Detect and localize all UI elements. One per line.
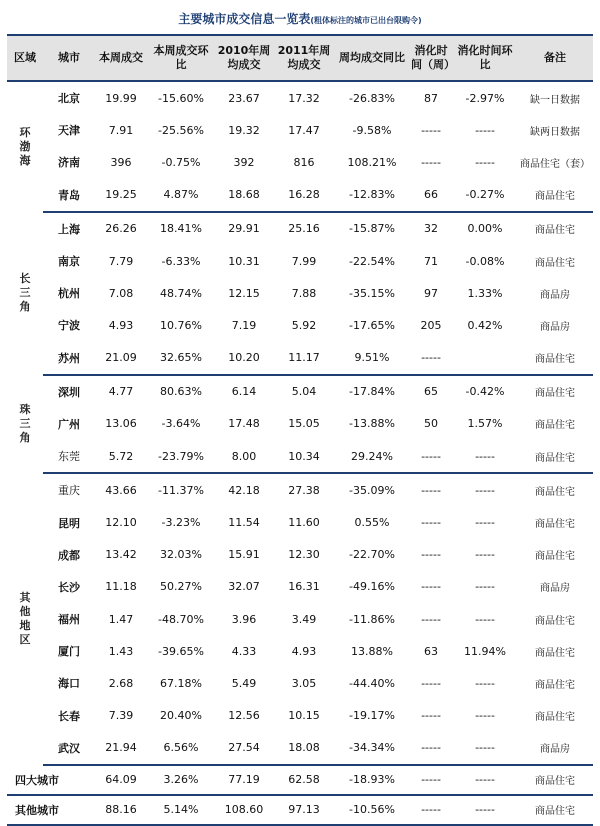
cell-remark: 商品房 <box>540 289 570 301</box>
table-row <box>7 473 593 506</box>
cell-2010-avg: 15.91 <box>228 548 260 562</box>
header-region: 区域 <box>7 35 43 81</box>
cell-yoy: -10.56% <box>335 795 409 825</box>
cell-remark: 商品房 <box>540 583 570 595</box>
cell-yoy: -35.09% <box>349 483 395 497</box>
city-cell: 上海 <box>58 222 80 236</box>
city-cell: 武汉 <box>43 732 95 765</box>
cell-yoy: -22.70% <box>349 548 395 562</box>
cell-weekly-change: -3.23% <box>161 516 201 530</box>
cell-absorption: 66 <box>409 179 453 212</box>
cell-weekly-change: 50.27% <box>160 580 202 594</box>
cell-remark: 商品住宅 <box>517 795 593 825</box>
table-row <box>7 179 593 212</box>
cell-2010-avg: 7.19 <box>231 318 257 332</box>
cell-2011-avg: 16.31 <box>288 580 320 594</box>
cell-weekly-volume: 4.93 <box>108 318 134 332</box>
city-cell: 昆明 <box>58 516 80 530</box>
cell-weekly-volume: 7.39 <box>108 709 134 723</box>
cell-absorption: 50 <box>424 417 438 431</box>
cell-yoy: -35.15% <box>349 286 395 300</box>
city-cell: 厦门 <box>58 645 80 659</box>
cell-remark: 商品住宅 <box>535 420 575 432</box>
cell-weekly-volume: 19.99 <box>105 91 137 105</box>
cell-absorption-change <box>453 342 517 375</box>
cell-weekly-change: -6.33% <box>161 254 201 268</box>
cell-weekly-volume: 19.25 <box>95 179 147 212</box>
cell-weekly-change: 20.40% <box>160 709 202 723</box>
header-weekly-change: 本周成交环比 <box>147 35 215 81</box>
cell-remark: 商品住宅 <box>535 225 575 237</box>
cell-absorption: ----- <box>409 795 453 825</box>
cell-yoy: -17.84% <box>349 385 395 399</box>
cell-yoy: -18.93% <box>335 765 409 795</box>
cell-remark: 商品住宅 <box>535 647 575 659</box>
cell-absorption-change: ----- <box>453 795 517 825</box>
cell-yoy: -15.87% <box>349 222 395 236</box>
cell-absorption-change: ----- <box>475 709 495 723</box>
cell-2011-avg: 11.60 <box>288 516 320 530</box>
cell-2011-avg: 3.49 <box>291 612 317 626</box>
cell-absorption: 71 <box>424 254 438 268</box>
city-cell: 杭州 <box>58 287 80 301</box>
cell-weekly-volume: 2.68 <box>108 676 134 690</box>
table-row <box>7 114 593 146</box>
table-row <box>7 245 593 277</box>
table-row <box>7 539 593 571</box>
cell-2011-avg: 7.88 <box>291 286 317 300</box>
cell-absorption: ----- <box>409 765 453 795</box>
cell-2010-avg: 23.67 <box>228 91 260 105</box>
cell-absorption-change: ----- <box>475 155 495 169</box>
region-label: 珠三角 <box>19 402 31 444</box>
cell-weekly-volume: 13.42 <box>105 548 137 562</box>
cell-2010-avg: 10.31 <box>228 254 260 268</box>
city-cell: 天津 <box>58 124 80 138</box>
cell-2010-avg: 10.20 <box>215 342 273 375</box>
cell-absorption: ----- <box>421 483 441 497</box>
cell-2011-avg: 5.04 <box>291 385 317 399</box>
cell-weekly-change: 80.63% <box>160 385 202 399</box>
cell-weekly-change: 67.18% <box>160 676 202 690</box>
cell-yoy: 108.21% <box>347 155 397 169</box>
cell-absorption: ----- <box>421 580 441 594</box>
cell-absorption: ----- <box>409 440 453 473</box>
cell-yoy: -44.40% <box>349 676 395 690</box>
cell-2010-avg: 32.07 <box>228 580 260 594</box>
city-cell: 成都 <box>58 548 80 562</box>
cell-weekly-volume: 43.66 <box>105 483 137 497</box>
city-cell: 苏州 <box>43 342 95 375</box>
cell-2010-avg: 27.54 <box>215 732 273 765</box>
summary-row <box>7 795 593 825</box>
cell-2011-avg: 7.99 <box>291 254 317 268</box>
cell-2011-avg: 62.58 <box>273 765 335 795</box>
cell-2011-avg: 97.13 <box>273 795 335 825</box>
cell-absorption-change: ----- <box>453 765 517 795</box>
cell-weekly-change: 18.41% <box>160 222 202 236</box>
cell-2011-avg: 11.17 <box>273 342 335 375</box>
cell-absorption-change: ----- <box>475 612 495 626</box>
table-row <box>7 635 593 667</box>
cell-absorption-change: 1.33% <box>467 286 503 300</box>
cell-yoy: -9.58% <box>352 123 392 137</box>
cell-yoy: 9.51% <box>335 342 409 375</box>
cell-2010-avg: 5.49 <box>231 676 257 690</box>
cell-absorption: ----- <box>421 709 441 723</box>
cell-absorption: ----- <box>421 548 441 562</box>
cell-2010-avg: 3.96 <box>231 612 257 626</box>
city-cell: 重庆 <box>58 484 80 498</box>
cell-absorption-change: -2.97% <box>465 91 505 105</box>
cell-yoy: -19.17% <box>349 709 395 723</box>
cell-yoy: -17.65% <box>349 318 395 332</box>
cell-absorption-change: ----- <box>453 732 517 765</box>
cell-remark: 商品住宅 <box>535 519 575 531</box>
cell-2010-avg: 392 <box>233 155 255 169</box>
cell-absorption: 32 <box>424 222 438 236</box>
cell-2010-avg: 77.19 <box>215 765 273 795</box>
cell-absorption: ----- <box>421 612 441 626</box>
cell-2010-avg: 11.54 <box>228 516 260 530</box>
cell-yoy: -34.34% <box>335 732 409 765</box>
cell-2011-avg: 25.16 <box>288 222 320 236</box>
cell-absorption-change: ----- <box>475 580 495 594</box>
cell-weekly-volume: 396 <box>110 155 132 169</box>
cell-weekly-change: -15.60% <box>158 91 204 105</box>
cell-2010-avg: 12.56 <box>228 709 260 723</box>
table-row <box>7 571 593 603</box>
cell-weekly-change: -48.70% <box>158 612 204 626</box>
cell-absorption-change: ----- <box>475 123 495 137</box>
cell-absorption-change: 11.94% <box>464 644 506 658</box>
cell-remark: 商品住宅 <box>535 388 575 400</box>
cell-absorption: 87 <box>424 91 438 105</box>
cell-yoy: 0.55% <box>354 516 390 530</box>
summary-row <box>7 765 593 795</box>
cell-weekly-change: 32.65% <box>147 342 215 375</box>
cell-remark: 商品住宅 <box>517 342 593 375</box>
summary-label: 其他城市 <box>7 795 95 825</box>
cell-remark: 商品房 <box>517 732 593 765</box>
cell-absorption: 65 <box>424 385 438 399</box>
cell-absorption: 205 <box>420 318 442 332</box>
city-cell: 宁波 <box>58 319 80 333</box>
cell-2011-avg: 15.05 <box>288 417 320 431</box>
cell-weekly-change: -25.56% <box>158 123 204 137</box>
header-remark: 备注 <box>517 35 593 81</box>
region-label: 其他地区 <box>19 591 31 647</box>
cell-weekly-volume: 13.06 <box>105 417 137 431</box>
title-note: (粗体标注的城市已出台限购令) <box>310 16 422 25</box>
cell-remark: 商品房 <box>540 321 570 333</box>
cell-weekly-volume: 21.94 <box>95 732 147 765</box>
table-row <box>7 146 593 178</box>
cell-weekly-volume: 4.77 <box>108 385 134 399</box>
cell-remark: 商品住宅 <box>535 615 575 627</box>
cell-2011-avg: 16.28 <box>273 179 335 212</box>
table-row <box>7 603 593 635</box>
cell-2011-avg: 12.30 <box>288 548 320 562</box>
cell-weekly-volume: 7.79 <box>108 254 134 268</box>
cell-weekly-change: -0.75% <box>161 155 201 169</box>
cell-yoy: -26.83% <box>349 91 395 105</box>
cell-2010-avg: 12.15 <box>228 286 260 300</box>
cell-2011-avg: 816 <box>293 155 315 169</box>
city-cell: 长沙 <box>58 580 80 594</box>
cell-weekly-volume: 11.18 <box>105 580 137 594</box>
cell-weekly-volume: 88.16 <box>95 795 147 825</box>
cell-2010-avg: 17.48 <box>228 417 260 431</box>
cell-weekly-volume: 5.72 <box>95 440 147 473</box>
table-row <box>7 732 593 765</box>
cell-yoy: -11.86% <box>349 612 395 626</box>
cell-remark: 商品住宅 <box>517 765 593 795</box>
region-cell <box>7 375 43 474</box>
region-label: 长三角 <box>19 272 31 314</box>
cell-weekly-change: -3.64% <box>161 417 201 431</box>
cell-2011-avg: 17.32 <box>288 91 320 105</box>
cell-remark: 缺两日数据 <box>530 126 580 138</box>
table-row <box>7 667 593 699</box>
cell-remark: 商品住宅（套） <box>520 158 590 170</box>
cell-absorption: ----- <box>409 342 453 375</box>
cell-absorption: ----- <box>421 676 441 690</box>
cell-weekly-change: 6.56% <box>147 732 215 765</box>
table-row <box>7 212 593 245</box>
header-2011-avg: 2011年周均成交 <box>273 35 335 81</box>
city-cell: 济南 <box>58 156 80 170</box>
cell-yoy: 13.88% <box>351 644 393 658</box>
cell-2010-avg: 4.33 <box>231 644 257 658</box>
cell-2010-avg: 18.68 <box>215 179 273 212</box>
region-label: 环渤海 <box>19 125 31 167</box>
cell-weekly-volume: 12.10 <box>105 516 137 530</box>
cell-yoy: -49.16% <box>349 580 395 594</box>
city-cell: 深圳 <box>58 385 80 399</box>
header-city: 城市 <box>43 35 95 81</box>
cell-weekly-change: -23.79% <box>147 440 215 473</box>
table-row <box>7 700 593 732</box>
cell-2010-avg: 29.91 <box>228 222 260 236</box>
header-yoy: 周均成交同比 <box>335 35 409 81</box>
cell-absorption-change: ----- <box>453 440 517 473</box>
cell-yoy: -13.88% <box>349 417 395 431</box>
cell-absorption: ----- <box>409 732 453 765</box>
cell-absorption-change: ----- <box>475 483 495 497</box>
cell-remark: 缺一日数据 <box>530 94 580 106</box>
cell-weekly-volume: 64.09 <box>95 765 147 795</box>
region-cell <box>7 212 43 375</box>
cell-2011-avg: 5.92 <box>291 318 317 332</box>
table-body <box>7 81 593 825</box>
cell-weekly-volume: 7.08 <box>108 286 134 300</box>
table-title <box>0 10 600 27</box>
table-row <box>7 81 593 114</box>
cell-absorption: 97 <box>424 286 438 300</box>
cell-2010-avg: 42.18 <box>228 483 260 497</box>
summary-label: 四大城市 <box>7 765 95 795</box>
cell-2011-avg: 10.15 <box>288 709 320 723</box>
cell-weekly-volume: 26.26 <box>105 222 137 236</box>
cell-weekly-change: 48.74% <box>160 286 202 300</box>
header-absorption-change: 消化时间环比 <box>453 35 517 81</box>
cell-remark: 商品住宅 <box>535 679 575 691</box>
cell-2011-avg: 17.47 <box>288 123 320 137</box>
cell-2010-avg: 108.60 <box>215 795 273 825</box>
city-cell: 北京 <box>58 92 80 106</box>
cell-2011-avg: 3.05 <box>291 676 317 690</box>
cell-2011-avg: 18.08 <box>273 732 335 765</box>
cell-absorption-change: 0.00% <box>467 222 503 236</box>
header-2010-avg: 2010年周均成交 <box>215 35 273 81</box>
cell-weekly-volume: 7.91 <box>108 123 134 137</box>
table-row <box>7 309 593 341</box>
cell-2010-avg: 19.32 <box>228 123 260 137</box>
cell-absorption-change: -0.42% <box>465 385 505 399</box>
city-cell: 青岛 <box>43 179 95 212</box>
cell-remark: 商品住宅 <box>535 257 575 269</box>
cell-yoy: -22.54% <box>349 254 395 268</box>
cell-absorption: ----- <box>421 123 441 137</box>
table-row <box>7 375 593 408</box>
cell-absorption-change: 1.57% <box>467 417 503 431</box>
cell-yoy: 29.24% <box>335 440 409 473</box>
cell-absorption-change: ----- <box>475 676 495 690</box>
city-cell: 福州 <box>58 613 80 627</box>
table-row <box>7 342 593 375</box>
city-cell: 南京 <box>58 255 80 269</box>
region-cell <box>7 473 43 765</box>
table-row <box>7 277 593 309</box>
cell-absorption-change: ----- <box>475 516 495 530</box>
cell-remark: 商品住宅 <box>517 440 593 473</box>
table-row <box>7 506 593 538</box>
header-absorption: 消化时间（周） <box>409 35 453 81</box>
table-row <box>7 408 593 440</box>
region-cell <box>7 81 43 212</box>
header-weekly-volume: 本周成交 <box>95 35 147 81</box>
cell-yoy: -12.83% <box>335 179 409 212</box>
cell-weekly-change: 5.14% <box>147 795 215 825</box>
cell-2010-avg: 6.14 <box>231 385 257 399</box>
city-cell: 长春 <box>58 709 80 723</box>
cell-weekly-change: -11.37% <box>158 483 204 497</box>
cell-weekly-change: -39.65% <box>158 644 204 658</box>
header-row <box>7 35 593 81</box>
cell-absorption: 63 <box>424 644 438 658</box>
cell-absorption-change: ----- <box>475 548 495 562</box>
cell-weekly-change: 10.76% <box>160 318 202 332</box>
city-cell: 广州 <box>58 417 80 431</box>
cell-absorption: ----- <box>421 155 441 169</box>
cell-absorption-change: -0.08% <box>465 254 505 268</box>
cell-absorption-change: -0.27% <box>453 179 517 212</box>
cell-remark: 商品住宅 <box>517 179 593 212</box>
cell-absorption: ----- <box>421 516 441 530</box>
cell-2011-avg: 27.38 <box>288 483 320 497</box>
cell-2011-avg: 10.34 <box>273 440 335 473</box>
cell-weekly-change: 3.26% <box>147 765 215 795</box>
city-cell: 东莞 <box>43 440 95 473</box>
cell-remark: 商品住宅 <box>535 551 575 563</box>
cell-weekly-volume: 21.09 <box>95 342 147 375</box>
cell-remark: 商品住宅 <box>535 486 575 498</box>
cell-weekly-volume: 1.47 <box>108 612 134 626</box>
title-main: 主要城市成交信息一览表 <box>178 12 311 26</box>
cell-2010-avg: 8.00 <box>215 440 273 473</box>
city-cell: 海口 <box>58 677 80 691</box>
cell-weekly-volume: 1.43 <box>108 644 134 658</box>
cell-2011-avg: 4.93 <box>291 644 317 658</box>
cell-weekly-change: 32.03% <box>160 548 202 562</box>
table-row <box>7 440 593 473</box>
cell-weekly-change: 4.87% <box>147 179 215 212</box>
transaction-table <box>7 34 593 826</box>
cell-remark: 商品住宅 <box>535 712 575 724</box>
cell-absorption-change: 0.42% <box>467 318 503 332</box>
